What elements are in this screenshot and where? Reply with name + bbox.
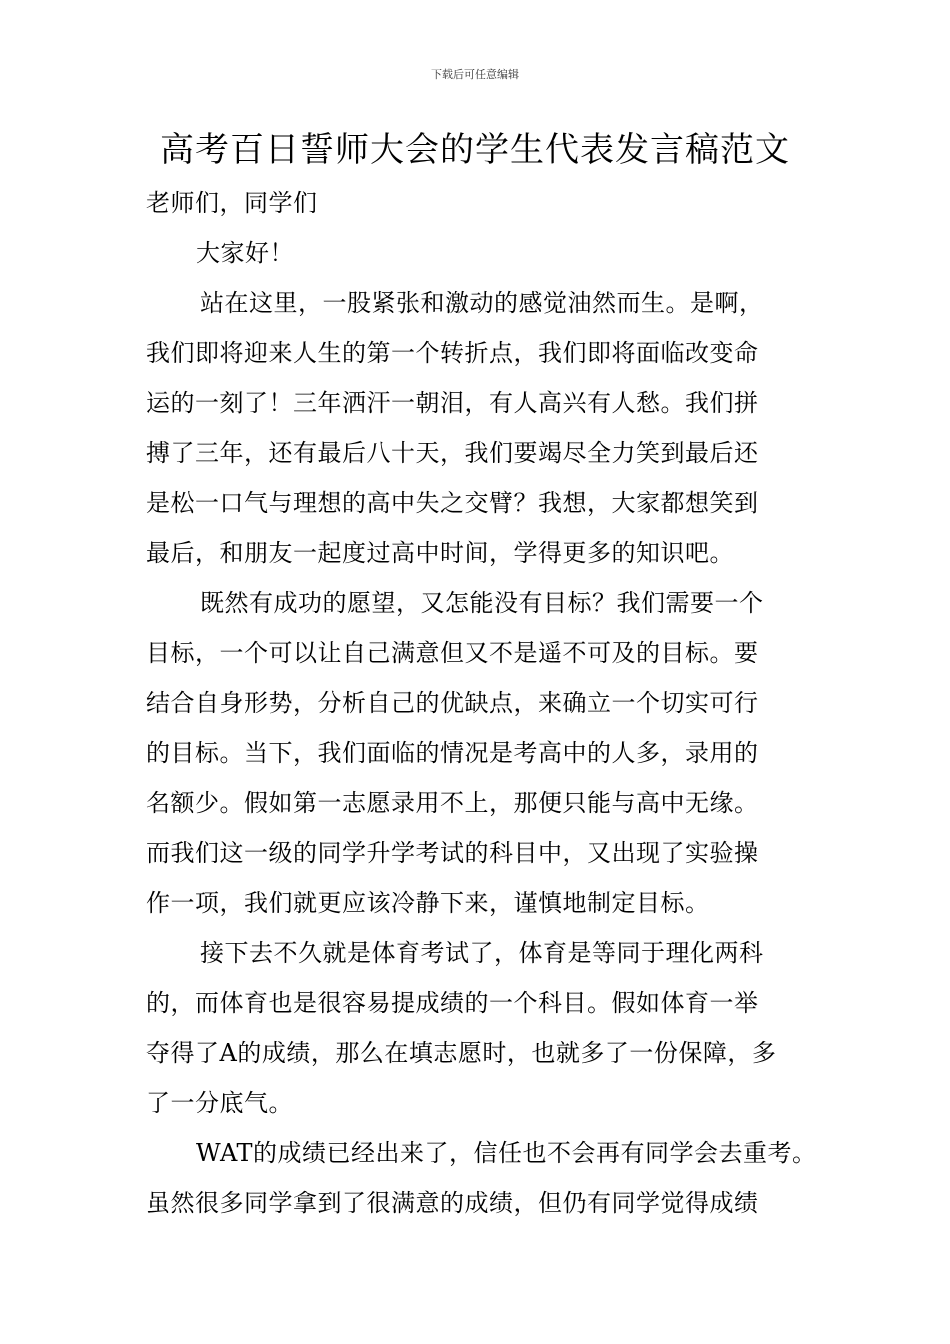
paragraph-line: WAT的成绩已经出来了，信任也不会再有同学会去重考。 [196,1139,817,1167]
paragraph-line: 我们即将迎来人生的第一个转折点，我们即将面临改变命 [146,339,759,367]
document-title: 高考百日誓师大会的学生代表发言稿范文 [160,130,790,170]
paragraph-line: 作一项，我们就更应该冷静下来，谨慎地制定目标。 [146,889,710,917]
paragraph-line: 的，而体育也是很容易提成绩的一个科目。假如体育一举 [146,989,759,1017]
paragraph-line: 既然有成功的愿望，又怎能没有目标？我们需要一个 [200,589,764,617]
paragraph-line: 大家好！ [196,239,294,267]
paragraph-line: 搏了三年，还有最后八十天，我们要竭尽全力笑到最后还 [146,439,759,467]
paragraph-line: 夺得了A的成绩，那么在填志愿时，也就多了一份保障，多 [146,1039,777,1067]
paragraph-line: 老师们，同学们 [146,189,318,217]
paragraph-line: 了一分底气。 [146,1089,293,1117]
paragraph-line: 站在这里，一股紧张和激动的感觉油然而生。是啊， [200,289,764,317]
paragraph-line: 结合自身形势，分析自己的优缺点，来确立一个切实可行 [146,689,759,717]
paragraph-line: 接下去不久就是体育考试了，体育是等同于理化两科 [200,939,764,967]
header-note: 下载后可任意编辑 [431,68,519,81]
body-text [146,178,817,1228]
paragraph-line: 名额少。假如第一志愿录用不上，那便只能与高中无缘。 [146,789,759,817]
paragraph-line: 是松一口气与理想的高中失之交臂？我想，大家都想笑到 [146,489,759,517]
paragraph-line: 而我们这一级的同学升学考试的科目中，又出现了实验操 [146,839,759,867]
paragraph-line: 目标，一个可以让自己满意但又不是遥不可及的目标。要 [146,639,759,667]
paragraph-line: 的目标。当下，我们面临的情况是考高中的人多，录用的 [146,739,759,767]
paragraph-line: 运的一刻了！三年洒汗一朝泪，有人高兴有人愁。我们拼 [146,389,759,417]
paragraph-line: 虽然很多同学拿到了很满意的成绩，但仍有同学觉得成绩 [146,1189,759,1217]
paragraph-line: 最后，和朋友一起度过高中时间，学得更多的知识吧。 [146,539,734,567]
